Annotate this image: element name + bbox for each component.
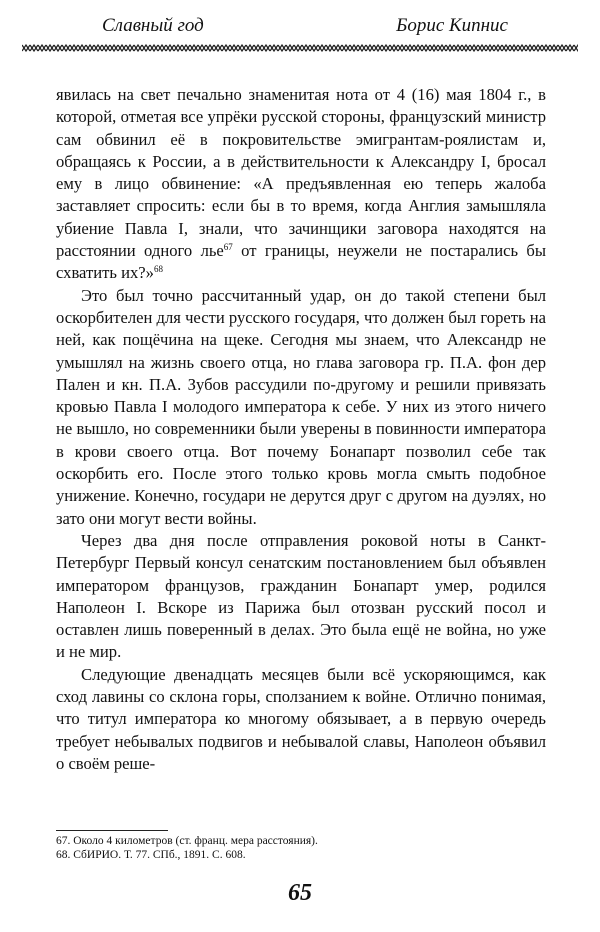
- paragraph: Следующие двенадцать месяцев были всё ускоряющимся, как сход лавины со склона горы, сползанием к войне. Отлично понимая, что титул императора ко многому обязывает, а в первую очередь требует небывалых подвигов и небывалой славы, Наполеон объявил о своём реше-: [56, 664, 546, 773]
- page-number: 65: [288, 880, 312, 906]
- footnote-separator: [56, 830, 168, 831]
- running-header-author: Борис Кипнис: [396, 15, 508, 36]
- header-ornament-rule: [22, 43, 578, 53]
- footnote-ref: 68: [153, 264, 163, 275]
- running-header-title: Славный год: [102, 15, 204, 36]
- paragraph: Это был точно рассчитанный удар, он до такой степени был оскорбителен для чести русского государя, что должен был гореть на ней, как пощёчина на щеке. Сегодня мы знаем, что Александр не умышлял на жизнь своего отца, но глава заговора гр. П.А. фон дер Пален и кн. П.А. Зубов рассудили по-другому и решили привязать кровью Павла I молодого императора к себе. У них из этого ничего не вышло, но современники были уверены в повинности императора в крови своего отца. Вот почему Бонапарт позволил себе так оскорбить его. После этого только кровь могла смыть подобное унижение. Конечно, государи не дерутся друг с другом на дуэлях, но зато они могут вести войны.: [56, 285, 546, 528]
- main-text: [56, 84, 546, 775]
- running-header: [0, 14, 600, 38]
- paragraph-text: явилась на свет печально знаменитая нота от 4 (16) мая 1804 г., в которой, отметая все упрёки русской стороны, французский министр сам обвинил её в покровительстве эмигрантам-роялистам и, обращаясь к России, а в действительности к Александру I, бросал ему в лицо обвинение: «А предъявленная ею теперь жалоба заставляет спросить: если бы в то время, когда Англия замышляла убиение Павла I, знали, что зачинщики заговора находятся на расстоянии одного лье: [56, 85, 546, 261]
- footnote: 67. Около 4 километров (ст. франц. мера расстояния).: [56, 835, 318, 847]
- paragraph-continued: [56, 84, 546, 285]
- footnote-ref: 67: [223, 242, 233, 253]
- paragraph-text: от границы, неужели не постарались бы схватить их?»: [56, 241, 546, 283]
- footnotes: [56, 834, 546, 862]
- paragraph: Через два дня после отправления роковой ноты в Санкт-Петербург Первый консул сенатским постановлением был объявлен императором французов, гражданин Бонапарт умер, родился Наполеон I. Вскоре из Парижа был отозван русский посол и оставлен лишь поверенный в делах. Это была ещё не война, но уже и не мир.: [56, 530, 546, 662]
- footnote: 68. СбИРИО. Т. 77. СПб., 1891. С. 608.: [56, 849, 246, 861]
